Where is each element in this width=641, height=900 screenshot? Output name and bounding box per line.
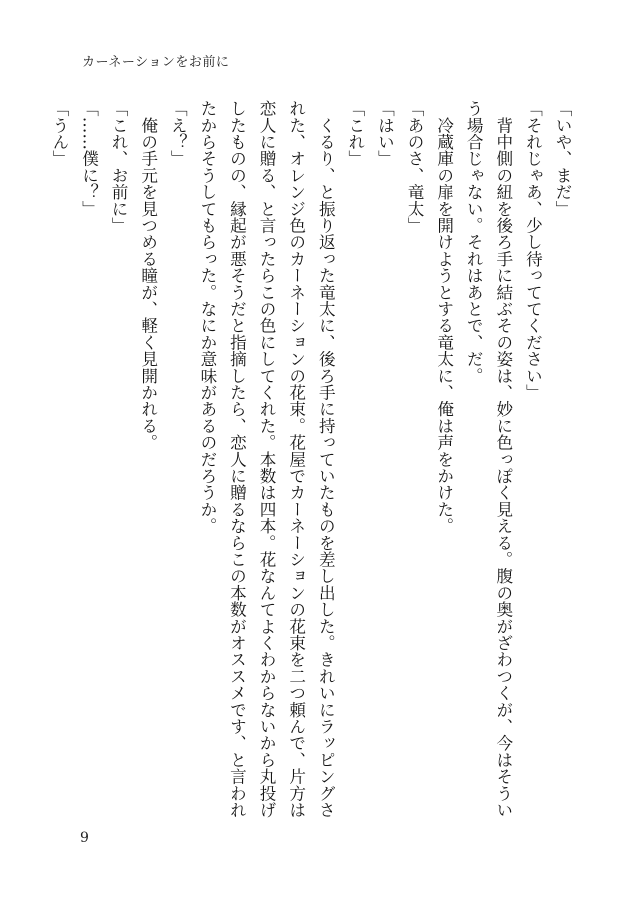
text-line: 「それじゃあ、少し待っててください」: [523, 100, 543, 401]
text-line: 「はい」: [375, 100, 395, 167]
page-number: 9: [80, 830, 89, 846]
text-line: 「あのさ、竜太」: [405, 100, 425, 234]
text-line: 「これ、お前に」: [109, 100, 129, 234]
running-header: カーネーションをお前に: [82, 55, 230, 70]
text-line: たからそうしてもらった。なにか意味があるのだろうか。: [197, 100, 217, 535]
text-line: 「……僕に？」: [79, 100, 99, 217]
text-line: 「うん」: [49, 100, 69, 167]
text-line: したものの、縁起が悪そうだと指摘したら、恋人に贈るならこの本数がオススメです、と言われ: [227, 100, 247, 819]
text-line: 俺の手元を見つめる瞳が、軽く見開かれる。: [138, 100, 158, 451]
text-line: 「これ」: [345, 100, 365, 167]
text-line: 「え？」: [168, 100, 188, 167]
text-line: くるり、と振り返った竜太に、後ろ手に持っていたものを差し出した。きれいにラッピングさ: [316, 100, 336, 819]
text-line: 「いや、まだ」: [553, 100, 572, 217]
text-line: う場合じゃない。それはあとで、だ。: [464, 100, 484, 384]
text-line: 背中側の紐を後ろ手に結ぶその姿は、妙に色っぽく見える。腹の奥がざわつくが、今はそうい: [493, 100, 513, 819]
text-line: 恋人に贈る、と言ったらこの色にしてくれた。本数は四本。花なんてよくわからないから丸投げ: [257, 100, 277, 819]
vertical-body-text: [49, 100, 577, 820]
text-line: 冷蔵庫の扉を開けようとする竜太に、俺は声をかけた。: [434, 100, 454, 535]
text-line: れた、オレンジ色のカーネーションの花束。花屋でカーネーションの花束を二つ頼んで、片方は: [286, 100, 306, 819]
